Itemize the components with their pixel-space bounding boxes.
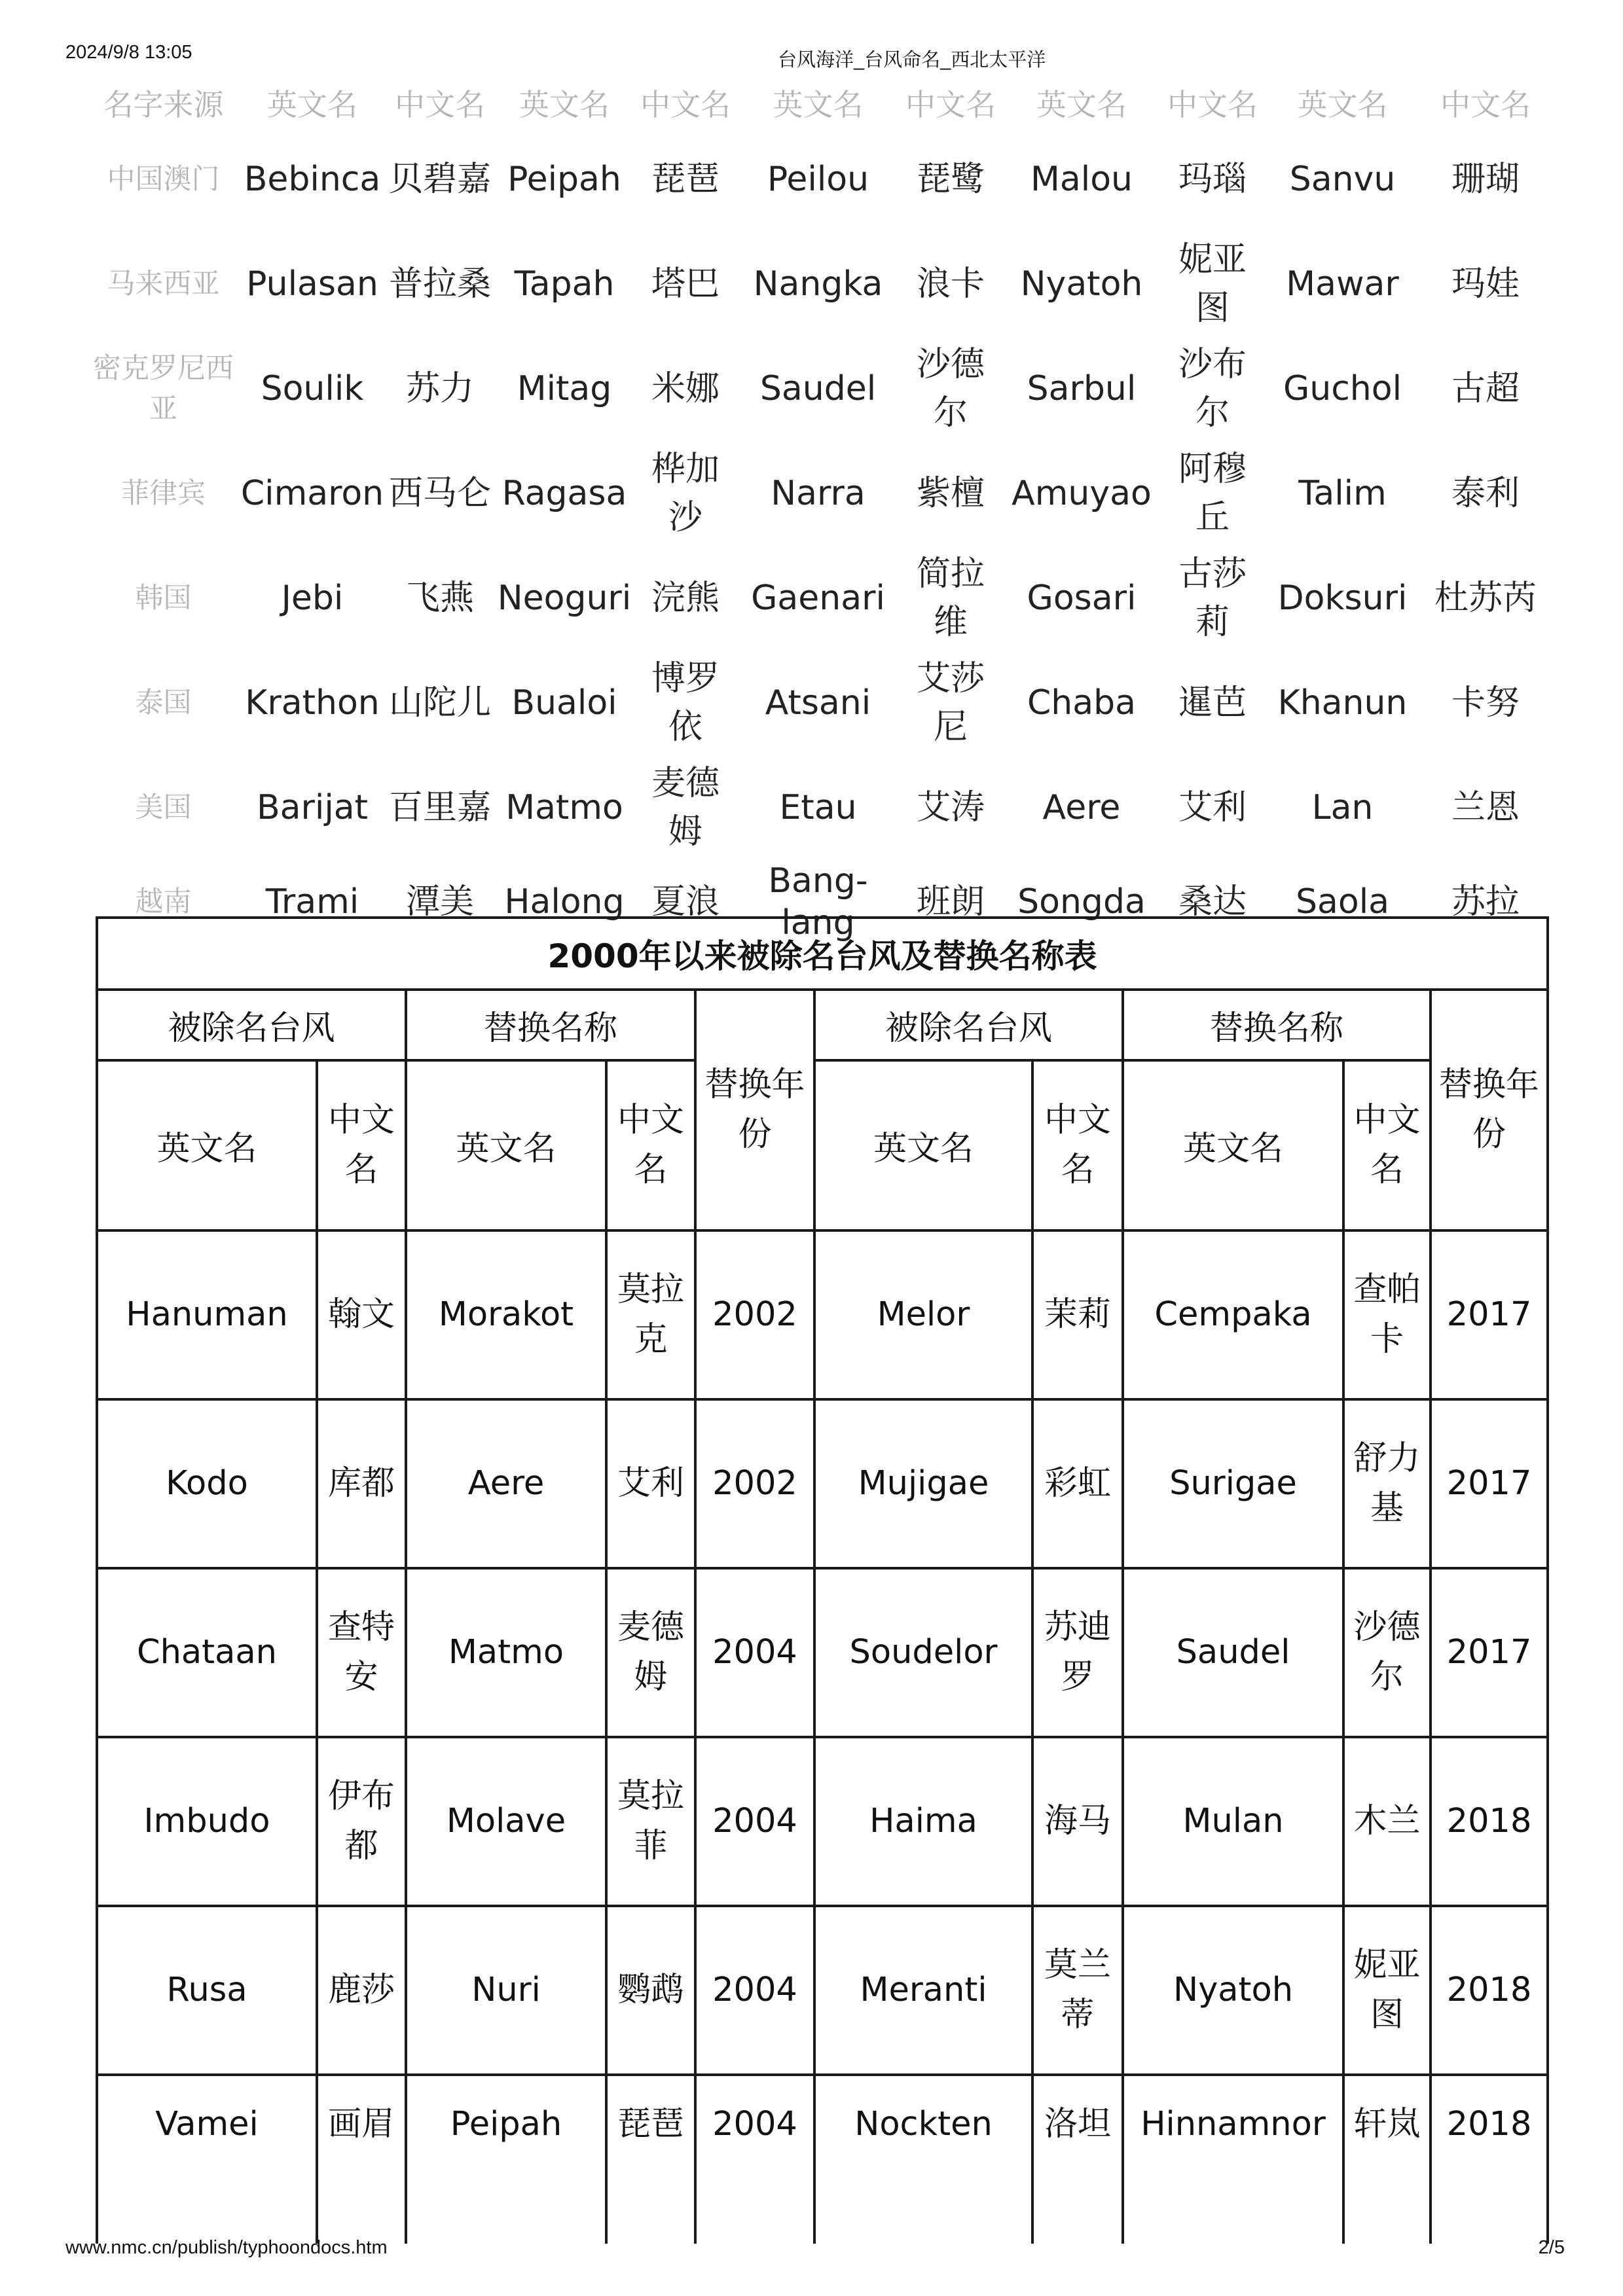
replacement-english-name: Peipah [406, 2075, 606, 2244]
replacement-english-name: Hinnamnor [1123, 2075, 1343, 2244]
page-number: 2/5 [1538, 2237, 1565, 2258]
chinese-name: 浪卡 [916, 264, 985, 304]
replacement-year: 2004 [695, 2075, 814, 2244]
chinese-name: 艾涛 [916, 788, 985, 827]
names-row [90, 441, 1548, 546]
english-name: Malou [1030, 160, 1133, 199]
retired-typhoons-table [96, 916, 1549, 2244]
replacement-chinese-name: 麦德姆 [606, 1568, 695, 1737]
removed-english-name: Kodo [97, 1399, 317, 1568]
chinese-name-header: 中文名 [1032, 1060, 1123, 1230]
english-name: Songda [1017, 882, 1146, 922]
english-name: Doksuri [1277, 579, 1408, 618]
year-header: 替换年份 [1431, 990, 1548, 1230]
chinese-name: 飞燕 [405, 579, 474, 618]
english-name: Cimaron [240, 474, 384, 513]
replacement-chinese-name: 沙德尔 [1343, 1568, 1431, 1737]
chinese-name: 玛瑙 [1178, 160, 1247, 199]
english-name: Talim [1298, 474, 1387, 513]
retired-row [97, 1737, 1548, 1906]
replacement-english-name: Nuri [406, 1906, 606, 2075]
replacement-english-name: Mulan [1123, 1737, 1343, 1906]
chinese-name: 珊瑚 [1451, 160, 1520, 199]
english-name: Chaba [1027, 683, 1136, 723]
chinese-name: 泰利 [1451, 474, 1520, 513]
english-name: Mitag [517, 369, 612, 408]
name-source: 韩国 [135, 582, 192, 615]
english-name: Nangka [753, 264, 883, 304]
replacement-chinese-name: 琵琶 [606, 2075, 695, 2244]
removed-chinese-name: 鹿莎 [317, 1906, 406, 2075]
chinese-name: 西马仑 [389, 474, 492, 513]
chinese-name-column-header: 中文名 [905, 87, 996, 122]
english-name: Mawar [1286, 264, 1399, 304]
retired-row [97, 1568, 1548, 1737]
chinese-name: 古莎莉 [1178, 554, 1247, 642]
replacement-english-name: Morakot [406, 1230, 606, 1399]
chinese-name: 沙布尔 [1178, 345, 1247, 433]
name-source: 菲律宾 [121, 477, 206, 510]
chinese-name-column-header: 中文名 [640, 87, 731, 122]
removed-chinese-name: 苏迪罗 [1032, 1568, 1123, 1737]
english-name-column-header: 英文名 [267, 87, 357, 122]
group-removed-header: 被除名台风 [97, 990, 406, 1060]
removed-chinese-name: 茉莉 [1032, 1230, 1123, 1399]
english-name: Ragasa [501, 474, 627, 513]
chinese-name: 卡努 [1451, 683, 1520, 723]
english-name: Krathon [245, 683, 380, 723]
replacement-english-name: Molave [406, 1737, 606, 1906]
names-row [90, 755, 1548, 860]
chinese-name: 兰恩 [1451, 788, 1520, 827]
replacement-chinese-name: 鹦鹉 [606, 1906, 695, 2075]
english-name: Nyatoh [1020, 264, 1143, 304]
removed-chinese-name: 莫兰蒂 [1032, 1906, 1123, 2075]
chinese-name-header: 中文名 [317, 1060, 406, 1230]
replacement-chinese-name: 莫拉克 [606, 1230, 695, 1399]
replacement-chinese-name: 木兰 [1343, 1737, 1431, 1906]
names-body [90, 127, 1548, 944]
english-name: Neoguri [497, 579, 632, 618]
chinese-name-column-header: 中文名 [1440, 87, 1531, 122]
chinese-name: 苏力 [405, 369, 474, 408]
replacement-english-name: Matmo [406, 1568, 606, 1737]
replacement-year: 2004 [695, 1568, 814, 1737]
chinese-name: 妮亚图 [1178, 240, 1247, 328]
english-name-column-header: 英文名 [519, 87, 610, 122]
group-replacement-header: 替换名称 [406, 990, 695, 1060]
replacement-year: 2004 [695, 1737, 814, 1906]
name-source: 马来西亚 [107, 268, 220, 300]
removed-chinese-name: 彩虹 [1032, 1399, 1123, 1568]
name-source: 密克罗尼西亚 [93, 352, 234, 425]
replacement-chinese-name: 轩岚 [1343, 2075, 1431, 2244]
page-title: 台风海洋_台风命名_西北太平洋 [778, 50, 1046, 71]
chinese-name: 艾莎尼 [916, 659, 985, 747]
removed-english-name: Chataan [97, 1568, 317, 1737]
english-name: Peipah [507, 160, 621, 199]
chinese-name: 浣熊 [651, 579, 720, 618]
replacement-year: 2018 [1431, 2075, 1548, 2244]
typhoon-names-table [90, 82, 1548, 944]
removed-english-name: Melor [814, 1230, 1032, 1399]
removed-chinese-name: 查特安 [317, 1568, 406, 1737]
chinese-name: 古超 [1451, 369, 1520, 408]
removed-chinese-name: 洛坦 [1032, 2075, 1123, 2244]
english-name: Barijat [256, 788, 369, 827]
chinese-name: 紫檀 [916, 474, 985, 513]
chinese-name: 琵鹭 [916, 160, 985, 199]
chinese-name: 潭美 [405, 882, 474, 922]
chinese-name: 塔巴 [651, 264, 720, 304]
replacement-year: 2018 [1431, 1906, 1548, 2075]
retired-row [97, 1399, 1548, 1568]
replacement-english-name: Surigae [1123, 1399, 1343, 1568]
removed-english-name: Imbudo [97, 1737, 317, 1906]
year-header: 替换年份 [695, 990, 814, 1230]
chinese-name: 米娜 [651, 369, 720, 408]
chinese-name: 贝碧嘉 [389, 160, 492, 199]
removed-english-name: Vamei [97, 2075, 317, 2244]
chinese-name: 百里嘉 [389, 788, 492, 827]
english-name-header: 英文名 [97, 1060, 317, 1230]
names-row [90, 127, 1548, 232]
english-name: Pulasan [246, 264, 378, 304]
chinese-name: 麦德姆 [651, 764, 720, 852]
chinese-name: 桦加沙 [651, 450, 720, 537]
chinese-name: 玛娃 [1451, 264, 1520, 304]
name-source: 越南 [135, 886, 192, 918]
english-name: Khanun [1277, 683, 1408, 723]
english-name: Sarbul [1027, 369, 1137, 408]
english-name-column-header: 英文名 [1297, 87, 1388, 122]
english-name: Bualoi [511, 683, 617, 723]
removed-english-name: Haima [814, 1737, 1032, 1906]
chinese-name: 阿穆丘 [1178, 450, 1247, 537]
name-source: 美国 [135, 791, 192, 824]
removed-english-name: Nockten [814, 2075, 1032, 2244]
group-removed-header: 被除名台风 [814, 990, 1123, 1060]
english-name: Amuyao [1012, 474, 1152, 513]
chinese-name: 桑达 [1178, 882, 1247, 922]
chinese-name-header: 中文名 [606, 1060, 695, 1230]
replacement-chinese-name: 查帕卡 [1343, 1230, 1431, 1399]
retired-row [97, 2075, 1548, 2244]
english-name: Guchol [1283, 369, 1402, 408]
print-datetime: 2024/9/8 13:05 [65, 42, 192, 63]
chinese-name: 班朗 [916, 882, 985, 922]
chinese-name-column-header: 中文名 [1167, 87, 1258, 122]
replacement-year: 2004 [695, 1906, 814, 2075]
english-name-header: 英文名 [406, 1060, 606, 1230]
english-name-column-header: 英文名 [773, 87, 864, 122]
chinese-name: 苏拉 [1451, 882, 1520, 922]
replacement-year: 2017 [1431, 1230, 1548, 1399]
english-name: Peilou [767, 160, 869, 199]
group-replacement-header: 替换名称 [1123, 990, 1431, 1060]
english-name: Gosari [1027, 579, 1137, 618]
english-name: Bebinca [244, 160, 381, 199]
english-name: Saola [1296, 882, 1389, 922]
english-name-header: 英文名 [1123, 1060, 1343, 1230]
name-source: 中国澳门 [107, 163, 220, 196]
english-name: Bang-lang [768, 861, 868, 942]
removed-english-name: Hanuman [97, 1230, 317, 1399]
english-name: Matmo [505, 788, 623, 827]
replacement-year: 2018 [1431, 1737, 1548, 1906]
removed-english-name: Mujigae [814, 1399, 1032, 1568]
chinese-name: 沙德尔 [916, 345, 985, 433]
names-header-row [90, 82, 1548, 127]
chinese-name: 艾利 [1178, 788, 1247, 827]
removed-english-name: Meranti [814, 1906, 1032, 2075]
name-source: 泰国 [135, 687, 192, 719]
retired-table-caption: 2000年以来被除名台风及替换名称表 [97, 918, 1548, 990]
chinese-name: 简拉维 [916, 554, 985, 642]
replacement-year: 2002 [695, 1230, 814, 1399]
english-name: Etau [779, 788, 857, 827]
removed-chinese-name: 翰文 [317, 1230, 406, 1399]
english-name-header: 英文名 [814, 1060, 1032, 1230]
retired-row [97, 1230, 1548, 1399]
replacement-english-name: Nyatoh [1123, 1906, 1343, 2075]
english-name: Lan [1311, 788, 1374, 827]
replacement-year: 2002 [695, 1399, 814, 1568]
chinese-name: 普拉桑 [389, 264, 492, 304]
names-row [90, 336, 1548, 441]
replacement-year: 2017 [1431, 1568, 1548, 1737]
chinese-name-header: 中文名 [1343, 1060, 1431, 1230]
english-name: Narra [771, 474, 866, 513]
chinese-name: 山陀儿 [389, 683, 492, 723]
chinese-name: 博罗依 [651, 659, 720, 747]
source-column-header: 名字来源 [103, 87, 224, 122]
removed-english-name: Soudelor [814, 1568, 1032, 1737]
replacement-year: 2017 [1431, 1399, 1548, 1568]
page-url: www.nmc.cn/publish/typhoondocs.htm [65, 2237, 388, 2258]
english-name: Halong [504, 882, 625, 922]
names-row [90, 232, 1548, 336]
retired-row [97, 1906, 1548, 2075]
removed-english-name: Rusa [97, 1906, 317, 2075]
removed-chinese-name: 库都 [317, 1399, 406, 1568]
names-row [90, 651, 1548, 755]
english-name: Atsani [765, 683, 871, 723]
replacement-chinese-name: 妮亚图 [1343, 1906, 1431, 2075]
removed-chinese-name: 海马 [1032, 1737, 1123, 1906]
english-name: Jebi [281, 579, 344, 618]
replacement-chinese-name: 莫拉菲 [606, 1737, 695, 1906]
replacement-english-name: Saudel [1123, 1568, 1343, 1737]
names-row [90, 546, 1548, 651]
english-name: Tapah [514, 264, 615, 304]
english-name: Trami [265, 882, 359, 922]
removed-chinese-name: 伊布都 [317, 1737, 406, 1906]
english-name: Soulik [261, 369, 364, 408]
chinese-name-column-header: 中文名 [395, 87, 485, 122]
chinese-name: 暹芭 [1178, 683, 1247, 723]
removed-chinese-name: 画眉 [317, 2075, 406, 2244]
english-name-column-header: 英文名 [1036, 87, 1127, 122]
replacement-english-name: Cempaka [1123, 1230, 1343, 1399]
chinese-name: 琵琶 [651, 160, 720, 199]
english-name: Sanvu [1289, 160, 1396, 199]
replacement-english-name: Aere [406, 1399, 606, 1568]
replacement-chinese-name: 舒力基 [1343, 1399, 1431, 1568]
replacement-chinese-name: 艾利 [606, 1399, 695, 1568]
chinese-name: 杜苏芮 [1434, 579, 1537, 618]
chinese-name: 夏浪 [651, 882, 720, 922]
english-name: Saudel [759, 369, 877, 408]
english-name: Aere [1042, 788, 1121, 827]
english-name: Gaenari [751, 579, 885, 618]
